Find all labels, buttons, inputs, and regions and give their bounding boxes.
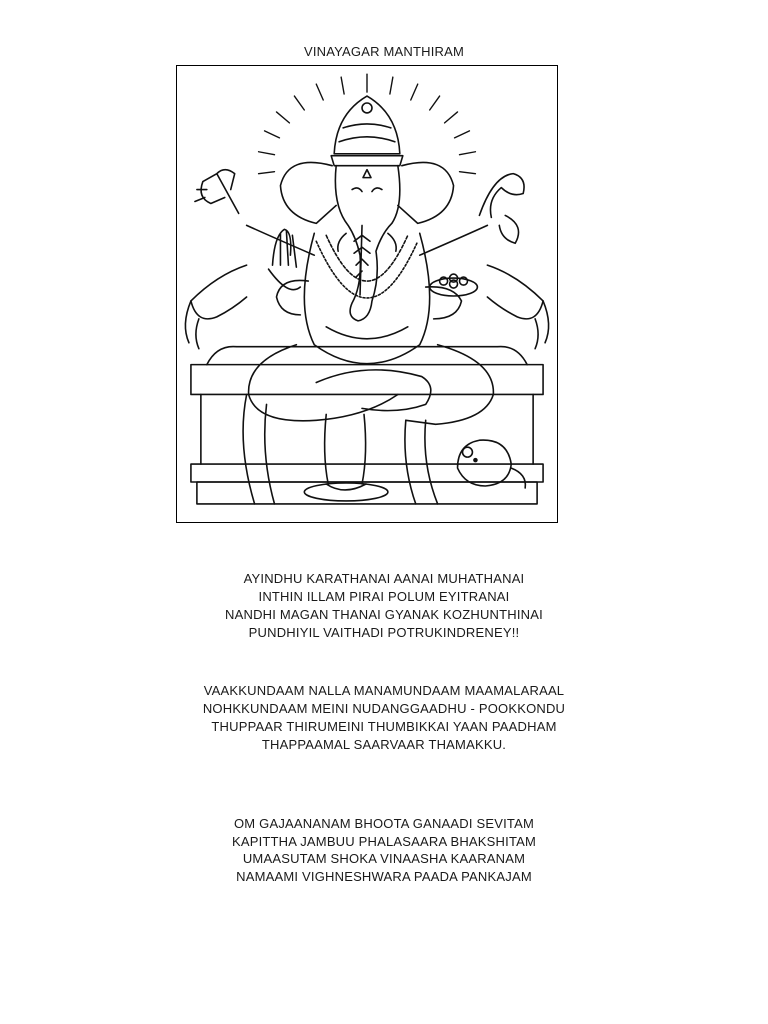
verse-1	[0, 570, 768, 642]
verse-line: UMAASUTAM SHOKA VINAASHA KAARANAM	[242, 851, 526, 866]
verse-line: INTHIN ILLAM PIRAI POLUM EYITRANAI	[258, 589, 510, 604]
verse-line: AYINDHU KARATHANAI AANAI MUHATHANAI	[243, 571, 525, 586]
verse-2	[0, 682, 768, 754]
verse-line: THAPPAAMAL SAARVAAR THAMAKKU.	[261, 737, 507, 752]
page-title: VINAYAGAR MANTHIRAM	[303, 44, 465, 59]
ganesha-illustration	[176, 65, 558, 523]
verse-line: NAMAAMI VIGHNESHWARA PAADA PANKAJAM	[236, 868, 532, 884]
verse-line: KAPITTHA JAMBUU PHALASAARA BHAKSHITAM	[231, 833, 537, 849]
verse-line: VAAKKUNDAAM NALLA MANAMUNDAAM MAAMALARAAL	[203, 683, 565, 698]
verse-line: THUPPAAR THIRUMEINI THUMBIKKAI YAAN PAADHAM	[211, 719, 557, 734]
verse-line: NOHKKUNDAAM MEINI NUDANGGAADHU - POOKKONDU	[202, 701, 566, 716]
verse-line: NANDHI MAGAN THANAI GYANAK KOZHUNTHINAI	[225, 607, 543, 622]
verse-line: PUNDHIYIL VAITHADI POTRUKINDRENEY!!	[248, 625, 520, 640]
verse-line: OM GAJAANANAM BHOOTA GANAADI SEVITAM	[234, 816, 534, 831]
verse-3	[0, 815, 768, 885]
